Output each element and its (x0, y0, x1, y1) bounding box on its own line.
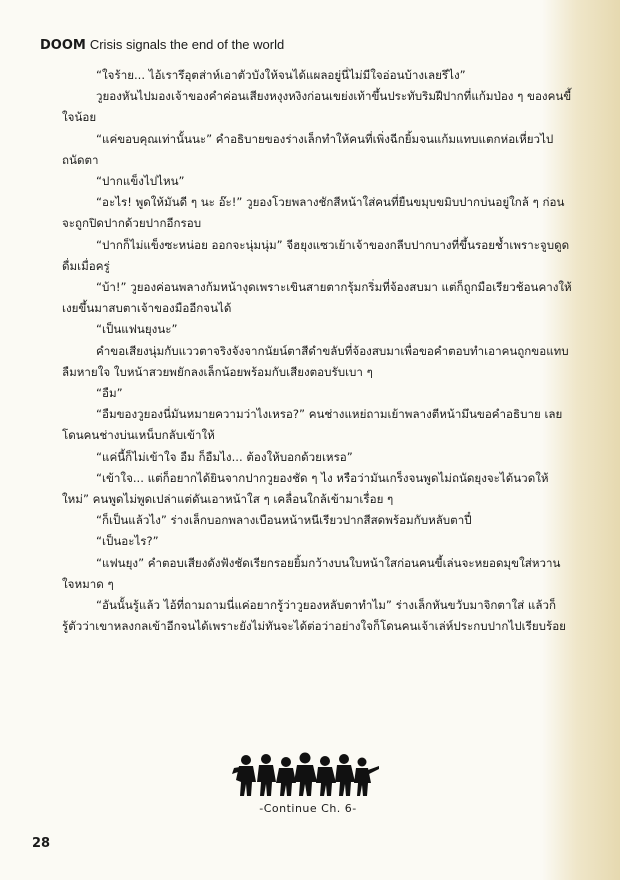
paragraph: “แค่นี้ก็ไม่เข้าใจ อืม ก็อืมไง... ต้องให้บอกด้วยเหรอ” (96, 449, 353, 464)
paragraph: “เป็นแฟนยุงนะ” (96, 322, 178, 337)
page-number: 28 (32, 836, 51, 851)
paragraph: “อันนั้นรู้แล้ว ไอ้ที่ถามถามนี่แค่อยากรู้ว่าวูยองหลับตาทำไม” ร่างเล็กหันขวับมาจิกตาใส่ แล้วก็รู้ตัวว่าเขาหลงกลเข้าอีกจนได้เพราะยังไม่ทันจะได้ต่อว่าอย่างใจก็โดนคนเจ้าเล่ห์ประกบปากไปเรียบร้อย (62, 598, 566, 634)
paragraph: “เข้าใจ... แต่ก็อยากได้ยินจากปากวูยองชัด ๆ ไง หรือว่ามันเกร็งจนพูดไม่ถนัดยุงจะได้นวดให้ใหม่” คนพูดไม่พูดเปล่าแต่ดันเอาหน้าใส ๆ เคลื่อนใกล้เข้ามาเรื่อย ๆ (62, 470, 549, 507)
paragraph: “ก็เป็นแล้วไง” ร่างเล็กบอกพลางเบือนหน้าหนีเรียวปากสีสดพร้อมกับหลับตาปี๋ (96, 513, 472, 528)
story-text (62, 65, 572, 637)
header-subtitle: Crisis signals the end of the world (89, 37, 285, 52)
paragraph: “ปากแข็งไปไหน” (96, 174, 185, 189)
magazine-brand: DOOM (40, 38, 86, 53)
paragraph: “แฟนยุง” คำตอบเสียงดังฟังชัดเรียกรอยยิ้มกว้างบนใบหน้าใสก่อนคนขี้เล่นจะหยอดมุขใส่หวานใจหมาด ๆ (62, 555, 561, 591)
paragraph: วูยองหันไปมองเจ้าของคำค่อนเสียงหงุงหงิงก่อนเขย่งเท้าขึ้นประทับริมฝีปากที่แก้มป่อง ๆ ของคนขี้ใจน้อย (62, 89, 572, 125)
paragraph: “เป็นอะไร?” (96, 534, 159, 549)
silhouette-group-icon (230, 752, 380, 798)
paragraph: “อะไร! พูดให้มันดี ๆ นะ อ๊ะ!” วูยองโวยพลางชักสีหน้าใส่คนที่ยืนขมุบขมิบปากบ่นอยู่ใกล้ ๆ ก่อนจะถูกปิดปากด้วยปากอีกรอบ (62, 195, 565, 231)
paragraph: “อืมของวูยองนี่มันหมายความว่าไงเหรอ?” คนช่างแหย่ถามเย้าพลางตีหน้ามึนขอคำอธิบาย เลยโดนคนช่างบ่นเหน็บกลับเข้าให้ (62, 407, 563, 443)
paragraph: “บ้า!” วูยองค่อนพลางก้มหน้างุดเพราะเขินสายตากรุ้มกริ่มที่จ้องสบมา แต่ก็ถูกมือเรียวช้อนคางให้เงยขึ้นมาสบตาเจ้าของมืออีกจนได้ (62, 280, 572, 316)
paragraph: “ปากก็ไม่แข็งซะหน่อย ออกจะนุ่มนุ่ม” จีฮยุงแซวเย้าเจ้าของกลีบปากบางที่ขึ้นรอยช้ำเพราะจูบดูดดื่มเมื่อครู่ (62, 237, 570, 273)
paragraph: “อืม” (96, 386, 123, 401)
paragraph: คำขอเสียงนุ่มกับแววตาจริงจังจากนัยน์ตาสีดำขลับที่จ้องสบมาเพื่อขอคำตอบทำเอาคนถูกขอแทบลืมหายใจ ใบหน้าสวยพยักลงเล็กน้อยพร้อมกับเสียงตอบรับเบา ๆ (62, 343, 569, 379)
paragraph: “ใจร้าย... ไอ้เรารึอุตส่าห์เอาตัวบังให้จนได้แผลอยู่นี่ไม่มีใจอ่อนบ้างเลยรึไง” (96, 68, 466, 82)
continue-notice: -Continue Ch. 6- (259, 802, 357, 815)
running-header (40, 36, 284, 55)
paragraph: “แค่ขอบคุณเท่านั้นนะ” คำอธิบายของร่างเล็กทำให้คนที่เพิ่งฉีกยิ้มจนแก้มแทบแตกห่อเหี่ยวไปถนัดตา (62, 131, 554, 167)
